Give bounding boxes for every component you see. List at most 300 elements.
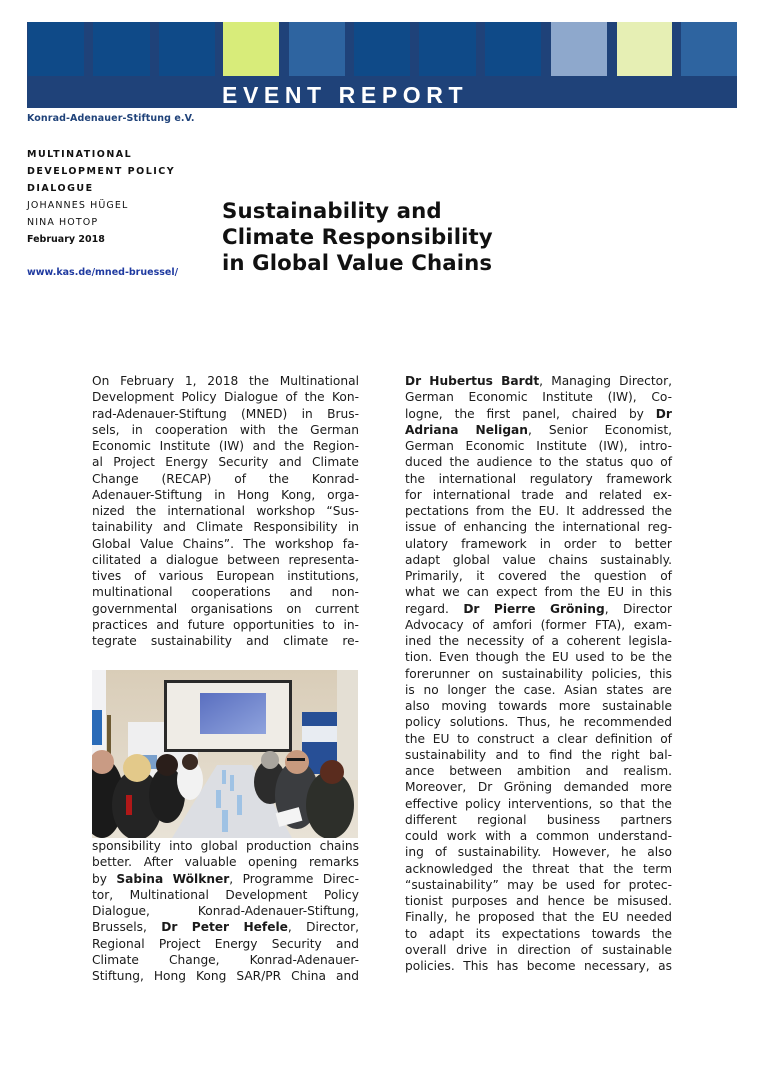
word: be (542, 877, 558, 892)
word: Finally, (405, 910, 448, 925)
word: and (336, 969, 359, 983)
word: a (149, 552, 158, 567)
word: in (496, 942, 508, 957)
word: (IW), (598, 439, 628, 453)
word: On (92, 374, 110, 388)
banner-square-6 (354, 22, 410, 76)
word: 2018 (207, 374, 239, 388)
speaker-name: Peter (191, 920, 230, 935)
banner-square-2 (93, 22, 150, 76)
word: ambition (516, 764, 571, 778)
word: moving (441, 699, 487, 713)
word: question (593, 569, 647, 583)
word: the (277, 422, 298, 437)
word: Thus, (517, 715, 551, 730)
body-column-right (405, 373, 672, 974)
word: European (216, 569, 275, 583)
word: cilitated (92, 552, 142, 567)
word: intro- (639, 439, 672, 453)
word: also (647, 845, 672, 860)
word: policy (405, 715, 441, 730)
word: find (549, 747, 573, 762)
word: a (551, 634, 559, 648)
banner-square-10 (617, 22, 672, 76)
word: of (234, 471, 247, 486)
text-line (405, 617, 672, 633)
word: longer (447, 682, 487, 697)
word: The (243, 536, 266, 551)
word: tegrate (92, 634, 137, 648)
word: the (511, 504, 532, 518)
word: status (585, 455, 624, 470)
word: workshop (256, 504, 316, 518)
word: definition (595, 731, 653, 746)
speaker-name: Wölkner (172, 871, 230, 886)
text-line (405, 828, 672, 844)
banner-square-1 (28, 22, 84, 76)
word: used (575, 650, 605, 665)
word: Dr (477, 780, 493, 795)
word: into (169, 839, 193, 853)
word: Region- (312, 439, 359, 453)
word: adapt (405, 552, 441, 567)
banner-square-4 (223, 22, 279, 76)
workshop-photo (92, 670, 358, 838)
word: Hong (237, 487, 270, 502)
word (405, 422, 458, 438)
word: Economic (465, 439, 525, 453)
text-line (92, 389, 359, 405)
word: Programme (242, 871, 314, 886)
word: various (158, 569, 204, 583)
word: that (620, 796, 645, 811)
word: purposes (451, 894, 508, 908)
word: Security (271, 936, 322, 951)
word: Project (158, 936, 201, 951)
word: policies, (591, 666, 642, 681)
word: (former (540, 617, 587, 632)
banner-square-9 (551, 22, 607, 76)
text-line (405, 877, 672, 893)
word: become (526, 959, 576, 973)
word: of (531, 634, 544, 648)
word (116, 871, 163, 887)
word: Change, (169, 952, 220, 967)
word: in (131, 422, 143, 437)
word: representa- (288, 552, 359, 567)
text-line (92, 552, 359, 568)
word: Multinational (129, 887, 209, 902)
author-name: JOHANNES HÜGEL (27, 200, 129, 211)
word: tainability (92, 520, 153, 535)
word: Responsibility (253, 520, 338, 535)
word: may (507, 877, 534, 892)
banner-square-3 (159, 22, 215, 76)
word: fa- (342, 536, 359, 551)
text-line (405, 422, 672, 438)
word: bal- (649, 747, 672, 762)
word: German (310, 422, 359, 437)
text-line (92, 903, 359, 919)
speaker-name: Dr (161, 920, 178, 935)
word: the (439, 634, 460, 648)
text-line (92, 838, 359, 854)
word: ulatory (405, 536, 449, 551)
word: regulatory (529, 471, 593, 486)
title-line: in Global Value Chains (222, 251, 493, 276)
word (429, 373, 493, 389)
word: German (405, 439, 454, 453)
word: acknowledged (405, 861, 493, 876)
text-line (405, 471, 672, 487)
word: of (443, 520, 456, 535)
word: could (405, 829, 439, 843)
word: states (606, 682, 644, 697)
word: for (405, 487, 422, 502)
word: Dialogue (223, 390, 278, 405)
word: regard. (405, 601, 449, 616)
word: this (649, 585, 672, 600)
speaker-name: Dr (405, 374, 422, 388)
author-name: NINA HOTOP (27, 217, 99, 228)
word: better. (92, 855, 133, 870)
word: Hefele, (243, 920, 292, 935)
word: the (581, 747, 602, 762)
speaker-name: Dr (655, 406, 672, 421)
speaker-name: Sabina (116, 871, 164, 886)
word: FTA), (594, 617, 626, 632)
word: opportunities (233, 617, 315, 632)
title-line: Climate Responsibility (222, 225, 493, 250)
word: the (502, 861, 523, 876)
text-line (405, 909, 672, 925)
word: and (162, 520, 186, 535)
word: framework (606, 471, 672, 486)
word: and (495, 747, 519, 762)
text-line (92, 438, 359, 454)
word: sustainability (150, 634, 233, 648)
word: demanded (563, 780, 629, 795)
word: the (136, 504, 157, 518)
word: addressed (581, 504, 645, 518)
word: SAR/PR (236, 969, 282, 983)
word: Multinational (279, 374, 359, 388)
word: of (434, 845, 447, 860)
word: cooperation (155, 422, 228, 437)
word: Policy (181, 390, 217, 405)
speaker-name: Hubertus (429, 374, 493, 388)
word: so (599, 796, 614, 811)
word: in (631, 585, 643, 600)
text-line (405, 389, 672, 405)
word: rad-Adenauer-Stiftung (92, 406, 227, 421)
word: issue (405, 520, 437, 535)
word: that (542, 910, 567, 925)
word: work (446, 829, 477, 843)
text-line (92, 487, 359, 503)
word: the (651, 650, 672, 665)
word: from (544, 585, 573, 600)
word: he (559, 715, 575, 730)
word: (IW) (218, 439, 245, 453)
word: However, (552, 845, 610, 860)
word: the (580, 585, 601, 600)
word (494, 601, 536, 617)
word: recommended (583, 715, 672, 730)
word (656, 406, 672, 422)
word: multinational (92, 585, 173, 600)
word: EU (432, 731, 450, 746)
text-line (92, 536, 359, 552)
speaker-name: Bardt (501, 374, 540, 388)
word: and (252, 439, 276, 453)
word: more (558, 699, 591, 713)
word: clear (557, 731, 588, 746)
word: It (566, 504, 575, 518)
word: has (496, 959, 519, 973)
word: Policy (323, 887, 359, 902)
word: Brussels, (92, 920, 147, 935)
word: future (187, 617, 225, 632)
word: After (143, 855, 173, 870)
word: the (449, 455, 470, 470)
word: Economic (468, 390, 528, 405)
word: effective (405, 796, 458, 811)
word: to (611, 650, 624, 665)
banner-square-7 (419, 22, 476, 76)
word: sustainable (602, 942, 672, 957)
word: practices (92, 617, 148, 632)
word: he (620, 845, 637, 860)
text-line (405, 747, 672, 763)
text-line (405, 796, 672, 812)
website-link[interactable]: www.kas.de/mned-bruessel/ (27, 267, 179, 278)
speaker-name: Pierre (493, 601, 536, 616)
word: “Sus- (326, 504, 359, 518)
word: proposed (477, 910, 535, 925)
word: and (336, 936, 359, 951)
text-line (92, 952, 359, 968)
word: in (301, 406, 313, 421)
text-line (92, 568, 359, 584)
word: by (628, 406, 644, 421)
word: business (546, 812, 601, 827)
word: the (613, 861, 634, 876)
word: sustainability (501, 666, 583, 681)
word: Neligan, (475, 422, 532, 437)
word: in (214, 487, 226, 502)
word: cooperations (191, 585, 271, 600)
word: al (92, 455, 103, 470)
word: Energy (165, 455, 208, 470)
word: tionist (405, 894, 443, 908)
word (192, 919, 229, 935)
word: the (534, 520, 555, 535)
speaker-name: Dr (463, 601, 480, 616)
text-line (92, 406, 359, 422)
word: non- (331, 585, 359, 600)
word: Konrad- (311, 471, 359, 486)
workshop-photo-image (92, 670, 358, 838)
word: Asian (564, 682, 598, 697)
word: regional (477, 812, 527, 827)
word: Konrad-Adenauer-Stiftung, (197, 904, 359, 918)
word: February (120, 374, 175, 388)
word: the (249, 374, 270, 388)
word: logne, (405, 406, 443, 421)
word: ex- (653, 487, 672, 502)
word: “sustainability” (405, 877, 499, 892)
word: with (239, 422, 266, 437)
word: by (92, 871, 107, 886)
word: (MNED) (241, 406, 288, 421)
word: common (535, 829, 590, 843)
word: misused. (617, 894, 672, 908)
word: understand- (597, 829, 672, 843)
text-line (405, 406, 672, 422)
word: realism. (623, 764, 672, 778)
word: tor, (92, 887, 114, 902)
word: drive (456, 942, 487, 957)
report-meta (27, 146, 178, 281)
word: remarks (309, 855, 359, 870)
word: Kong (196, 969, 227, 983)
word: though (475, 650, 519, 665)
word: of (134, 569, 146, 583)
word: construct (477, 731, 535, 746)
word: Director (623, 601, 672, 616)
word: policy (465, 796, 501, 811)
word: protec- (628, 877, 672, 892)
report-date: February 2018 (27, 234, 105, 245)
word: for (603, 877, 621, 892)
word: the (405, 471, 426, 486)
word: orga- (327, 487, 359, 502)
word: Change (92, 471, 139, 486)
word: climate (283, 634, 329, 648)
word: hence (547, 894, 585, 908)
text-line (92, 454, 359, 470)
word: sels, (92, 422, 120, 437)
word: policies. (405, 959, 455, 973)
word: forerunner (405, 666, 470, 681)
word: pectations (405, 504, 469, 518)
word: Climate (92, 952, 139, 967)
word: he (455, 910, 471, 925)
word: Institute (159, 439, 211, 453)
word: and (564, 487, 588, 502)
word: trade (521, 487, 554, 502)
word: and (516, 894, 539, 908)
word: exam- (633, 617, 672, 632)
text-line (405, 503, 672, 519)
word: covered (498, 569, 547, 583)
word: Energy (214, 936, 258, 951)
word: Dialogue, (92, 904, 150, 918)
word: production (245, 839, 312, 853)
word: EU (602, 910, 619, 925)
word: overall (405, 942, 447, 957)
word: different (405, 812, 457, 827)
word (463, 601, 479, 617)
word: can (466, 585, 489, 600)
word: Konrad-Adenauer- (249, 952, 359, 967)
word: global (452, 552, 490, 567)
word: right (611, 747, 640, 762)
word: of (285, 390, 298, 405)
word: Kong, (281, 487, 316, 502)
text-line (92, 617, 359, 633)
organization-name: Konrad-Adenauer-Stiftung e.V. (27, 113, 195, 124)
word: Climate (312, 455, 359, 470)
event-report-banner (27, 22, 737, 108)
text-line (405, 487, 672, 503)
text-line (405, 519, 672, 535)
word: sponsibility (92, 839, 161, 853)
word: case. (523, 682, 556, 697)
word: from (476, 504, 505, 518)
word (161, 919, 177, 935)
program-line: MULTINATIONAL (27, 149, 133, 160)
word: Moreover, (405, 780, 467, 795)
word: (RECAP) (161, 471, 212, 486)
word: governmental (92, 601, 178, 616)
word: the (574, 910, 595, 925)
word: its (475, 926, 491, 941)
text-line (405, 731, 672, 747)
word: towards (591, 926, 641, 941)
word: Gröning (503, 780, 553, 795)
word: sustainable (602, 699, 672, 713)
word: quo (630, 455, 654, 470)
word (405, 373, 421, 389)
word: framework (461, 536, 527, 551)
word: is (405, 682, 415, 697)
word: with (485, 829, 511, 843)
word: legisla- (628, 634, 672, 648)
text-line (92, 936, 359, 952)
word: interventions, (507, 796, 593, 811)
word: amfori (492, 617, 533, 632)
word: chains (319, 839, 359, 853)
word: first (486, 406, 511, 421)
word: Stiftung, (92, 969, 144, 983)
word: Bardt, (501, 374, 544, 388)
text-line (92, 601, 359, 617)
word: and (289, 585, 313, 600)
word: ined (405, 634, 432, 648)
word: of (660, 731, 672, 746)
banner-square-5 (289, 22, 345, 76)
word: Adenauer-Stiftung (92, 487, 203, 502)
word: that (578, 861, 604, 876)
word: in (347, 520, 359, 535)
word: the (494, 682, 515, 697)
word: opening (248, 855, 298, 870)
text-line (92, 422, 359, 438)
word: Economic (92, 439, 151, 453)
text-line (405, 584, 672, 600)
word: it (476, 569, 485, 583)
word: sustainability. (457, 845, 542, 860)
word: and (585, 764, 609, 778)
text-line (92, 471, 359, 487)
word: between (449, 764, 502, 778)
word: the (268, 471, 289, 486)
word: no (423, 682, 439, 697)
text-line (92, 919, 359, 935)
body-column-left-top (92, 373, 359, 649)
